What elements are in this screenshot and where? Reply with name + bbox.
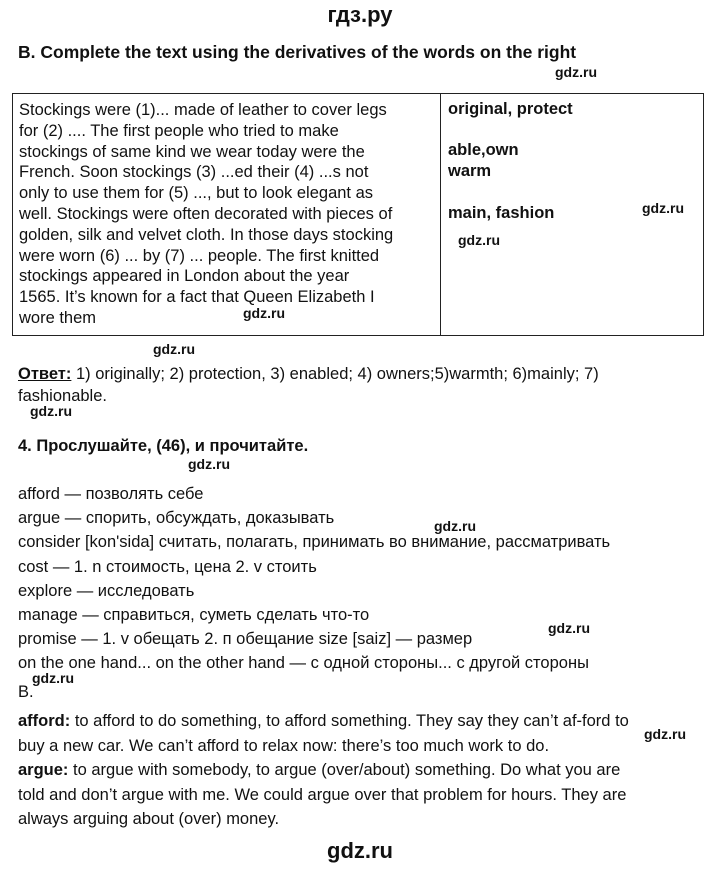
watermark: gdz.ru (32, 670, 74, 686)
vocab-item: promise — 1. v обещать 2. п обещание size [saiz] — размер (18, 630, 473, 649)
text-line: were worn (6) ... by (7) ... people. The first knitted (19, 246, 380, 265)
vocab-item: cost — 1. n стоимость, цена 2. v стоить (18, 557, 317, 576)
task-title: B. Complete the text using the derivatives of the words on the right (18, 42, 577, 62)
usage-block (18, 709, 713, 832)
text-line: stockings of same kind we wear today were the (19, 142, 365, 161)
vocab-item: argue — спорить, обсуждать, доказывать (18, 509, 335, 528)
word-able-own: able,own (448, 141, 519, 159)
vocab-item: consider [kon'sida] считать, полагать, принимать во внимание, рассматривать (18, 533, 611, 552)
text-line: well. Stockings were often decorated with pieces of (19, 204, 393, 223)
term-argue: argue: (18, 761, 69, 780)
site-footer: gdz.ru (327, 838, 393, 863)
answer-text: 1) originally; 2) protection, 3) enabled; 4) owners;5)warmth; 6)mainly; 7) (71, 365, 599, 383)
exercise-table (12, 93, 704, 336)
text-line: 1565. It’s known for a fact that Queen Elizabeth I (19, 288, 375, 307)
usage-text: told and don’t argue with me. We could argue over that problem for hours. They are (18, 785, 627, 804)
usage-text: buy a new car. We can’t afford to relax now: there’s too much work to do. (18, 736, 550, 755)
watermark: gdz.ru (458, 232, 500, 248)
watermark: gdz.ru (188, 456, 230, 472)
usage-text: always arguing about (over) money. (18, 810, 280, 829)
text-line: French. Soon stockings (3) ...ed their (4) ...s not (19, 163, 369, 182)
text-line: only to use them for (5) ..., but to look elegant as (19, 184, 374, 203)
exercise-text-cell (13, 94, 441, 336)
word-original-protect: original, protect (448, 100, 573, 118)
vocab-item: on the one hand... on the other hand — с одной стороны... с другой стороны (18, 654, 589, 673)
watermark: gdz.ru (30, 403, 72, 419)
watermark: gdz.ru (153, 341, 195, 357)
watermark: gdz.ru (642, 200, 684, 216)
watermark: gdz.ru (548, 620, 590, 636)
word-main-fashion: main, fashion (448, 204, 555, 222)
vocab-item: explore — исследовать (18, 581, 195, 600)
answer-text-cont: fashionable. (18, 387, 107, 405)
answer-block (18, 363, 708, 407)
term-afford: afford: (18, 712, 71, 730)
text-line: golden, silk and velvet cloth. In those days stocking (19, 225, 394, 244)
watermark: gdz.ru (555, 64, 597, 80)
answer-label: Ответ: (18, 365, 72, 383)
watermark: gdz.ru (243, 305, 285, 321)
text-line: for (2) .... The first people who tried to make (19, 121, 339, 140)
section-b-label: B. (18, 683, 34, 701)
usage-text: to argue with somebody, to argue (over/about) something. Do what you are (68, 761, 621, 780)
text-line: stockings appeared in London about the year (19, 267, 350, 286)
text-line: Stockings were (1)... made of leather to cover legs (19, 101, 387, 119)
word-warm: warm (448, 162, 492, 180)
watermark: gdz.ru (434, 518, 476, 534)
vocabulary-list (18, 482, 610, 676)
watermark: gdz.ru (644, 726, 686, 742)
vocab-item: afford — позволять себе (18, 485, 204, 503)
vocab-item: manage — справиться, суметь сделать что-то (18, 606, 370, 625)
site-header: гдз.ру (327, 2, 393, 27)
section4-title: 4. Прослушайте, (46), и прочитайте. (18, 437, 309, 455)
usage-text: to afford to do something, to afford something. They say they can’t af-ford to (70, 712, 629, 730)
text-line: wore them (19, 308, 97, 327)
